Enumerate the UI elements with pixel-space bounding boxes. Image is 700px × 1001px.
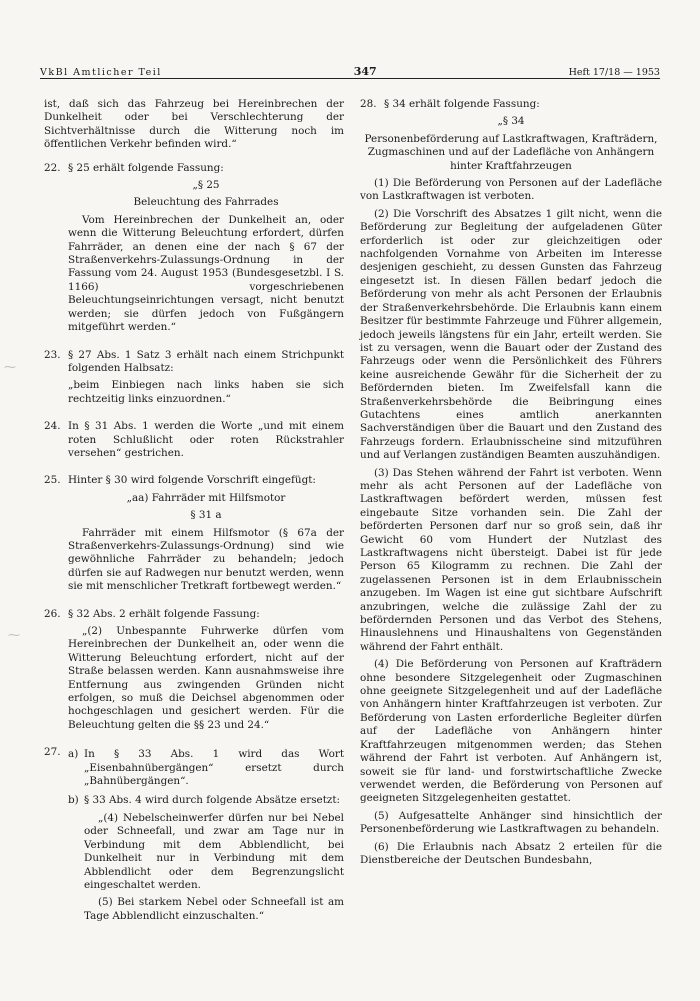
paragraph-6: (6) Die Erlaubnis nach Absatz 2 erteilen für die Dienstbereiche der Deutschen Bundesbahn, bbox=[360, 840, 662, 866]
item-number: 25. bbox=[44, 474, 61, 487]
section-text: Vom Hereinbrechen der Dunkelheit an, oder wenn die Witterung Beleuchtung erfordert, dürfen Fahrräder, an denen eine der nach § 67 der Straßenverkehrs-Zulassungs-Ordnung in der Fassung vom 24. August 1953 (Bundesgesetzbl. I S. 1166) vorgeschriebenen Beleuchtungseinrichtungen versagt, nicht benutzt werden; sie dürfen jedoch von Fußgängern mitgeführt werden.“ bbox=[68, 213, 344, 334]
scan-mark: ⁓ bbox=[4, 360, 16, 374]
item-lead: § 32 Abs. 2 erhält folgende Fassung: bbox=[68, 607, 260, 620]
sub-paragraph-5: (5) Bei starkem Nebel oder Schneefall ist am Tage Abblendlicht einzuschalten.“ bbox=[84, 896, 344, 922]
paragraph-heading: „§ 34 bbox=[497, 115, 525, 128]
sub-item-a bbox=[68, 748, 344, 792]
section-title: „aa) Fahrräder mit Hilfsmotor bbox=[126, 491, 286, 504]
item-25 bbox=[44, 474, 344, 597]
header-rule bbox=[40, 78, 660, 79]
paragraph-heading: § 31 a bbox=[190, 509, 222, 522]
item-number: 26. bbox=[44, 607, 61, 620]
section-text: Fahrräder mit einem Hilfsmotor (§ 67a der Straßenverkehrs-Zulassungs-Ordnung) sind wie gewöhnliche Fahrräder zu behandeln; jedoch dürfen sie auf Radwegen nur benutzt werden, wenn sie mit menschlicher Tretkraft fortbewegt werden.“ bbox=[68, 526, 344, 593]
section-title: Personenbeförderung auf Lastkraftwagen, Krafträdern, Zugmaschinen und auf der Ladefläche von Anhängern hinter Kraftfahrzeugen bbox=[364, 132, 658, 172]
sub-lead: § 33 Abs. 4 wird durch folgende Absätze ersetzt: bbox=[84, 794, 341, 807]
item-number: 23. bbox=[44, 348, 61, 361]
section-text: „beim Einbiegen nach links haben sie sich rechtzeitig links einzuordnen.“ bbox=[68, 379, 344, 405]
page-header bbox=[40, 60, 660, 78]
paragraph-3: (3) Das Stehen während der Fahrt ist verboten. Wenn mehr als acht Personen auf der Ladefläche von Lastkraftwagen befördert werden, müssen fest eingebaute Sitze vorhanden sein. Die Zahl der beförderten Personen darf nur so groß sein, daß ihr Gewicht 60 vom Hundert der Nutzlast des Lastkraftwagens nicht übersteigt. Dabei ist für jede Person 65 Kilogramm zu rechnen. Die Zahl der zugelassenen Personen ist in dem Erlaubnisschein anzugeben. Im Wagen ist eine gut sichtbare Aufschrift anzubringen, welche die zulässige Zahl der zu befördernden Personen und das Verbot des Stehens, Hinauslehnens und Hinaushaltens von Gegenständen während der Fahrt enthält. bbox=[360, 466, 662, 653]
paragraph-4: (4) Die Beförderung von Personen auf Krafträdern ohne besondere Sitzgelegenheit oder Zugmaschinen ohne geeignete Sitzgelegenheit und auf der Ladefläche von Anhängern hinter Kraftfahrzeugen ist verboten. Zur Beförderung von Lasten erforderliche Begleiter dürfen auf der Ladefläche von Anhängern hinter Kraftfahrzeugen mitgenommen werden; das Stehen während der Fahrt ist verboten. Auf Anhängern ist, soweit sie für land- und forstwirtschaftliche Zwecke verwendet werden, die Beförderung von Personen auf geeigneten Sitzgelegenheiten gestattet. bbox=[360, 658, 662, 805]
sub-label: b) bbox=[68, 794, 79, 807]
item-26 bbox=[44, 608, 344, 737]
item-lead: § 34 erhält folgende Fassung: bbox=[384, 98, 540, 110]
paragraph-2: (2) Die Vorschrift des Absatzes 1 gilt nicht, wenn die Beförderung zur Begleitung der aufgeladenen Güter erforderlich ist oder zur gleichzeitigen oder nachfolgenden Vornahme von Arbeiten im Interesse desjenigen geschieht, zu dessen Gunsten das Fahrzeug eingesetzt ist. In diesen Fällen bedarf jedoch die Beförderung von mehr als acht Personen der Erlaubnis der Straßenverkehrsbehörde. Die Erlaubnis kann einem Besitzer für bestimmte Fahrzeuge und Führer allgemein, jedoch jeweils längstens für ein Jahr, erteilt werden. Sie ist zu versagen, wenn die Bauart oder der Zustand des Fahrzeugs oder wenn die Persönlichkeit des Führers keine ausreichende Gewähr für die Sicherheit der zu Befördernden bieten. Im Zweifelsfall kann die Straßenverkehrsbehörde die Beibringung eines Gutachtens eines amtlich anerkannten Sachverständigen über die Bauart und den Zustand des Fahrzeugs fordern. Erlaubnisscheine sind mitzuführen und auf Verlangen zuständigen Beamten auszuhändigen. bbox=[360, 207, 662, 462]
right-column bbox=[360, 98, 662, 871]
item-number: 28. bbox=[360, 98, 377, 110]
intro-text: ist, daß sich das Fahrzeug bei Hereinbrechen der Dunkelheit oder bei Verschlechterung der Sichtverhältnisse durch die Witterung noch im öffentlichen Verkehr befinden wird.“ bbox=[44, 98, 344, 151]
sub-label: a) bbox=[68, 748, 79, 761]
sub-item-b bbox=[68, 794, 344, 927]
section-text: In § 31 Abs. 1 werden die Worte „und mit einem roten Schlußlicht oder roten Rückstrahler versehen“ gestrichen. bbox=[68, 420, 344, 459]
paragraph-5: (5) Aufgesattelte Anhänger sind hinsichtlich der Personenbeförderung wie Lastkraftwagen zu behandeln. bbox=[360, 809, 662, 836]
sub-text: In § 33 Abs. 1 wird das Wort „Eisenbahnübergängen“ ersetzt durch „Bahnübergängen“. bbox=[84, 748, 344, 788]
scan-mark: ⁓ bbox=[8, 628, 20, 642]
page-number: 347 bbox=[353, 65, 377, 78]
item-23 bbox=[44, 349, 344, 411]
item-lead: § 27 Abs. 1 Satz 3 erhält nach einem Strichpunkt folgenden Halbsatz: bbox=[68, 348, 344, 374]
item-lead: Hinter § 30 wird folgende Vorschrift eingefügt: bbox=[68, 474, 316, 487]
section-text: „(2) Unbespannte Fuhrwerke dürfen vom Hereinbrechen der Dunkelheit an, oder wenn die Witterung Beleuchtung erfordert, nicht auf der Straße belassen werden. Kann ausnahmsweise ihre Entfernung aus zwingenden Gründen nicht erfolgen, so muß die Deichsel abgenommen oder hochgeschlagen und gesichert werden. Für die Beleuchtung gelten die §§ 23 und 24.“ bbox=[68, 625, 344, 731]
paragraph-heading: „§ 25 bbox=[192, 179, 220, 192]
sub-paragraph-4: „(4) Nebelscheinwerfer dürfen nur bei Nebel oder Schneefall, und zwar am Tage nur in Verbindung mit dem Abblendlicht, bei Dunkelheit nur in Verbindung mit dem Abblendlicht oder dem Begrenzungslicht eingeschaltet werden. bbox=[84, 811, 344, 891]
paragraph-1: (1) Die Beförderung von Personen auf der Ladefläche von Lastkraftwagen ist verboten. bbox=[360, 177, 662, 203]
header-issue: Heft 17/18 — 1953 bbox=[568, 67, 660, 78]
left-column bbox=[44, 98, 344, 927]
item-lead: § 25 erhält folgende Fassung: bbox=[68, 161, 224, 174]
item-28 bbox=[360, 98, 662, 115]
item-number: 27. bbox=[44, 746, 61, 759]
section-title: Beleuchtung des Fahrrades bbox=[133, 196, 279, 209]
item-number: 22. bbox=[44, 161, 61, 174]
item-22 bbox=[44, 162, 344, 339]
item-27 bbox=[44, 746, 344, 927]
item-number: 24. bbox=[44, 420, 61, 433]
header-journal: VkBl Amtlicher Teil bbox=[40, 67, 162, 78]
item-24 bbox=[44, 420, 344, 464]
